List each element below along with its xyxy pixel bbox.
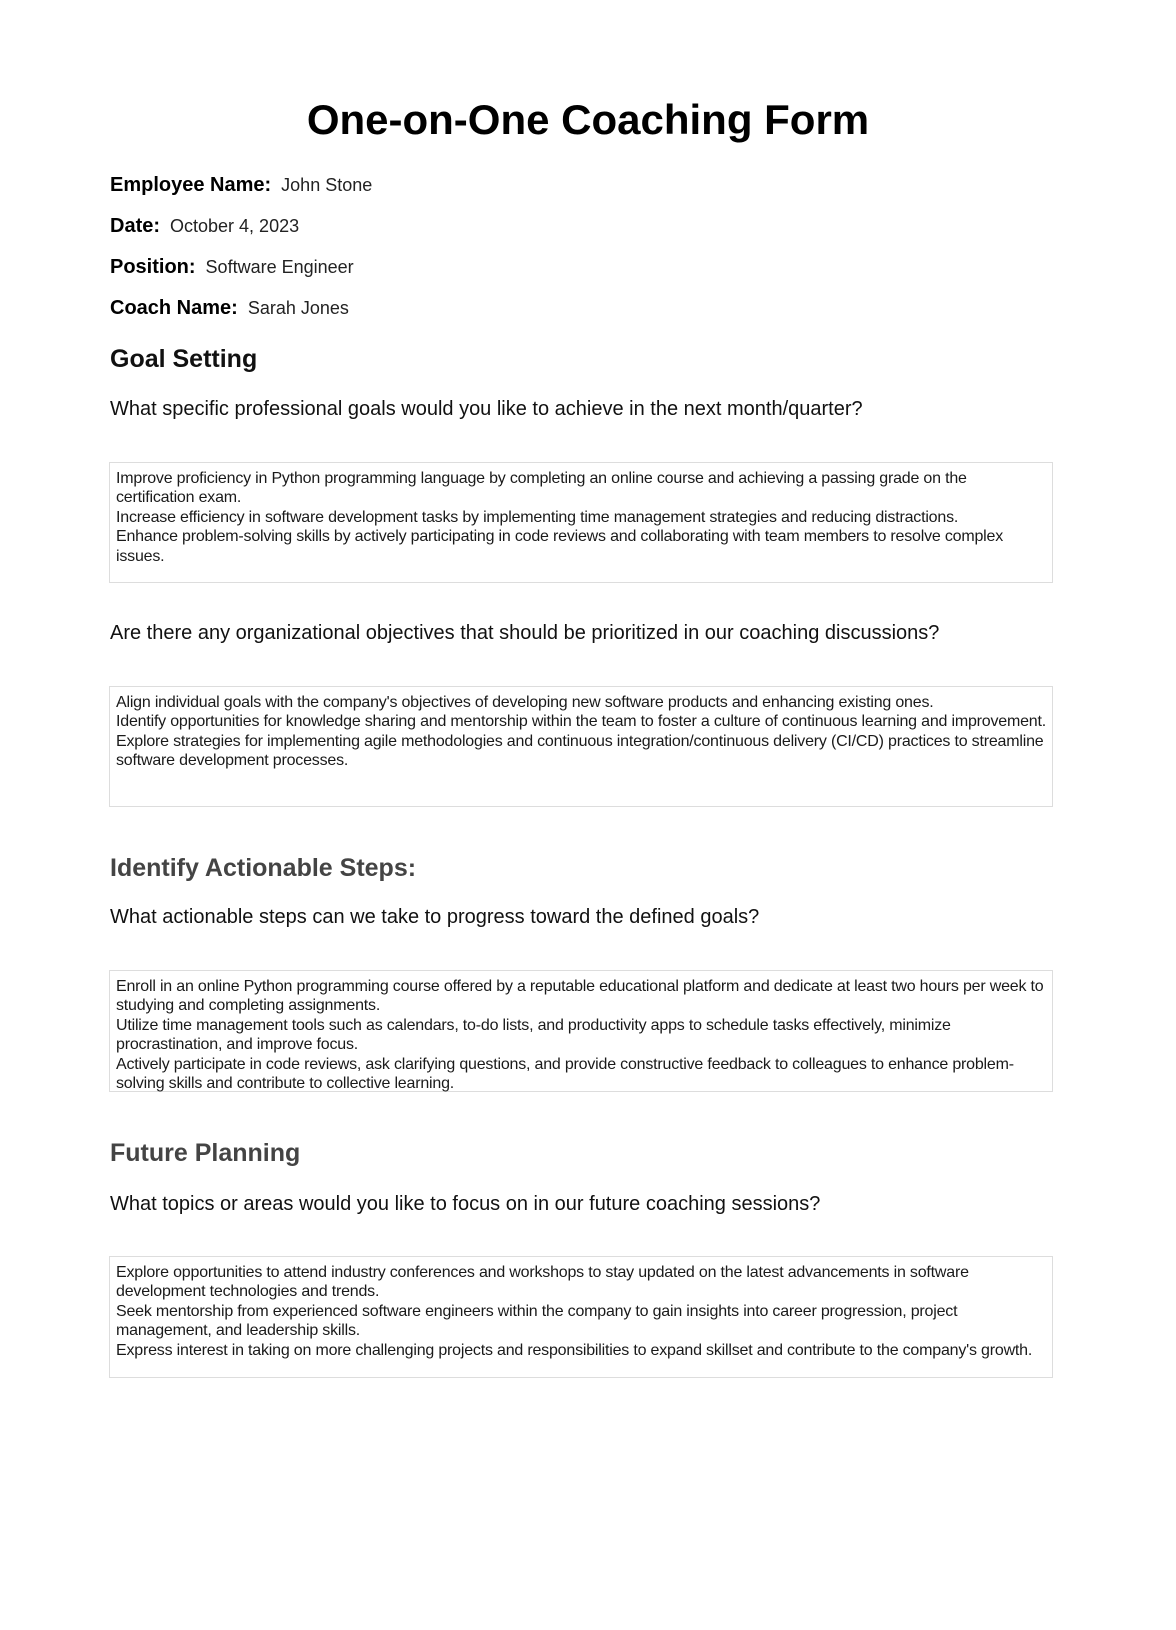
answer-box-goals[interactable] bbox=[109, 462, 1053, 583]
section-heading-actionable-steps: Identify Actionable Steps: bbox=[110, 854, 417, 882]
answer-line: Enroll in an online Python programming course offered by a reputable educational platform and dedicate at least two hours per week to studying and completing assignments. bbox=[116, 978, 1044, 1015]
field-value: Sarah Jones bbox=[247, 298, 349, 318]
field-coach-name bbox=[110, 297, 349, 320]
field-position bbox=[110, 256, 354, 279]
field-label: Position: bbox=[110, 256, 196, 278]
question-actionable-steps: What actionable steps can we take to progress toward the defined goals? bbox=[110, 906, 760, 928]
field-label: Date: bbox=[110, 215, 161, 237]
answer-box-future-topics[interactable] bbox=[109, 1256, 1053, 1378]
field-value: October 4, 2023 bbox=[170, 216, 300, 236]
question-org-objectives: Are there any organizational objectives that should be prioritized in our coaching discussions? bbox=[110, 622, 940, 644]
answer-line: Utilize time management tools such as calendars, to-do lists, and productivity apps to schedule tasks effectively, minimize procrastination, and improve focus. bbox=[116, 1016, 951, 1054]
section-heading-goal-setting: Goal Setting bbox=[110, 345, 258, 373]
answer-line: Increase efficiency in software development tasks by implementing time management strategies and reducing distractions. bbox=[116, 508, 959, 526]
answer-line: Improve proficiency in Python programming language by completing an online course and achieving a passing grade on the certification exam. bbox=[116, 470, 967, 507]
question-goals: What specific professional goals would you like to achieve in the next month/quarter? bbox=[110, 398, 863, 420]
field-value: Software Engineer bbox=[205, 257, 354, 277]
answer-line: Align individual goals with the company's objectives of developing new software products and enhancing existing ones. bbox=[116, 694, 934, 711]
field-value: John Stone bbox=[281, 175, 373, 195]
field-label: Employee Name: bbox=[110, 174, 272, 196]
question-future-topics: What topics or areas would you like to focus on in our future coaching sessions? bbox=[110, 1193, 821, 1215]
page-title: One-on-One Coaching Form bbox=[306, 96, 870, 143]
answer-box-org-objectives[interactable] bbox=[109, 686, 1053, 807]
section-heading-future-planning: Future Planning bbox=[110, 1139, 301, 1167]
answer-line: Express interest in taking on more challenging projects and responsibilities to expand skillset and contribute to the company's growth. bbox=[116, 1341, 1033, 1359]
answer-line: Explore strategies for implementing agile methodologies and continuous integration/continuous delivery (CI/CD) practices to streamline software development processes. bbox=[116, 732, 1044, 770]
answer-line: Actively participate in code reviews, ask clarifying questions, and provide constructive feedback to colleagues to enhance problem-solving skills and contribute to collective learning. bbox=[116, 1055, 1014, 1093]
field-employee-name bbox=[110, 174, 372, 197]
answer-line: Enhance problem-solving skills by actively participating in code reviews and collaborating with team members to resolve complex issues. bbox=[116, 528, 1004, 565]
field-label: Coach Name: bbox=[110, 297, 238, 319]
answer-line: Identify opportunities for knowledge sharing and mentorship within the team to foster a culture of continuous learning and improvement. bbox=[116, 713, 1046, 731]
answer-line: Explore opportunities to attend industry conferences and workshops to stay updated on the latest advancements in software development technologies and trends. bbox=[116, 1264, 969, 1301]
answer-line: Seek mentorship from experienced software engineers within the company to gain insights into career progression, project management, and leadership skills. bbox=[116, 1302, 958, 1340]
field-date bbox=[110, 215, 299, 238]
answer-box-actionable-steps[interactable] bbox=[109, 970, 1053, 1092]
